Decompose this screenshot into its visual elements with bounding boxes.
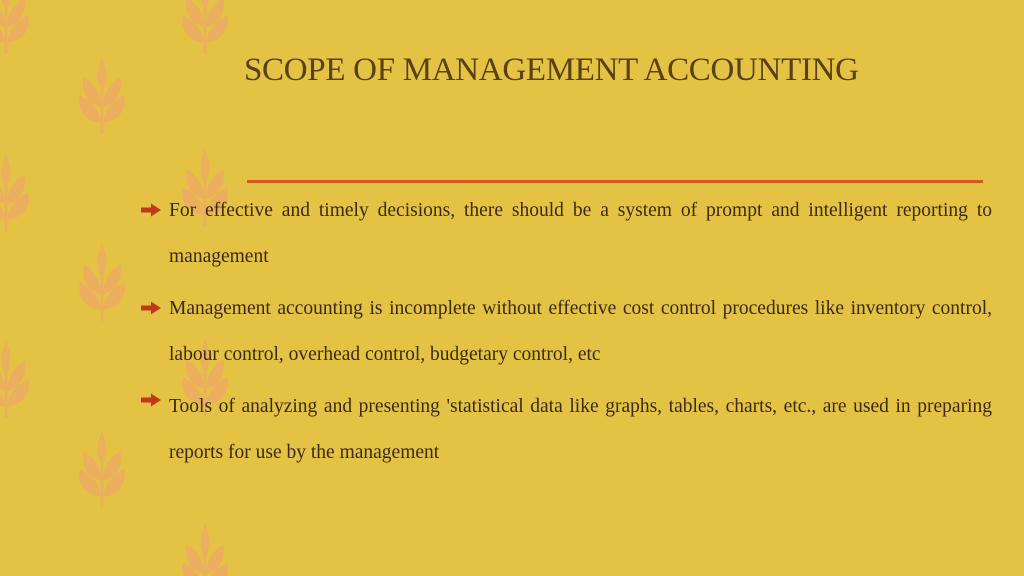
title-divider [247, 180, 983, 183]
right-arrow-icon [140, 393, 162, 407]
leaf-icon [80, 432, 125, 507]
leaf-icon [80, 245, 125, 320]
bullet-list [140, 188, 992, 482]
leaf-icon [80, 58, 125, 133]
leaf-icon [0, 0, 28, 53]
bullet-text: Tools of analyzing and presenting 'statistical data like graphs, tables, charts, etc., are used in preparing reports for use by the management [169, 396, 992, 463]
right-arrow-icon [140, 301, 162, 315]
bullet-item [140, 188, 992, 280]
slide-title: SCOPE OF MANAGEMENT ACCOUNTING [244, 52, 859, 88]
bullet-item [140, 384, 992, 476]
bullet-text: Management accounting is incomplete without effective cost control procedures like inventory control, labour control, overhead control, budgetary control, etc [169, 298, 992, 365]
leaf-icon [183, 0, 228, 53]
leaf-icon [0, 155, 28, 230]
leaf-icon [183, 525, 228, 576]
leaf-icon [0, 342, 28, 417]
bullet-item [140, 286, 992, 378]
right-arrow-icon [140, 203, 162, 217]
bullet-text: For effective and timely decisions, there should be a system of prompt and intelligent reporting to management [169, 200, 992, 267]
